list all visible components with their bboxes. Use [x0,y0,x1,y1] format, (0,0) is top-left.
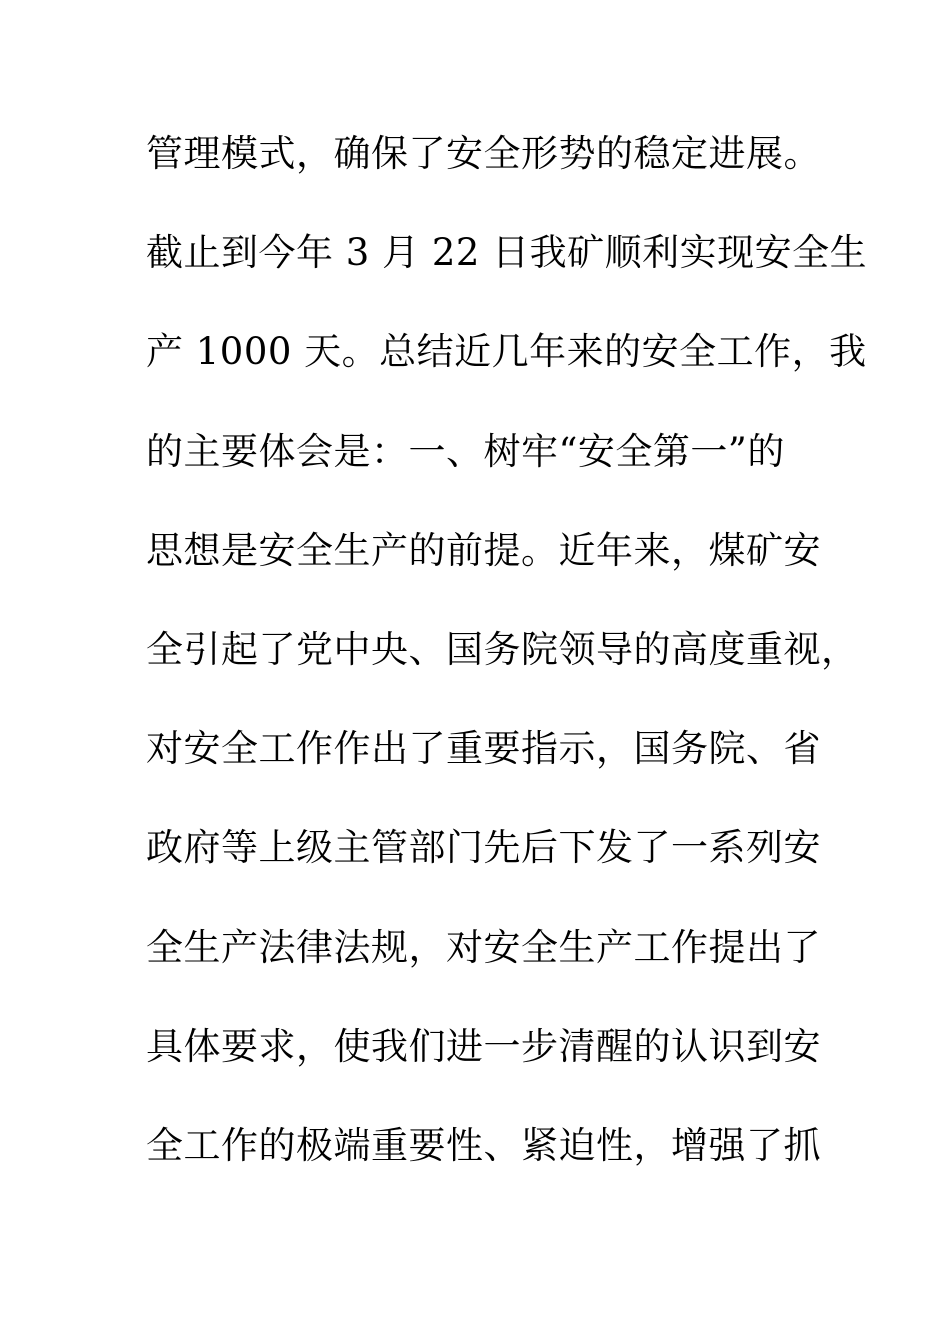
text-line: 政府等上级主管部门先后下发了一系列安 [146,826,821,870]
text-line: 具体要求，使我们进一步清醒的认识到安 [146,1024,821,1068]
text-line: 的主要体会是：一、树牢“安全第一”的 [146,429,785,473]
text-line: 全工作的极端重要性、紧迫性，增强了抓 [146,1123,821,1167]
text-line: 截止到今年 3 月 22 日我矿顺利实现安全生 [146,231,868,275]
text-line: 全生产法律法规，对安全生产工作提出了 [146,925,821,969]
text-line: 对安全工作作出了重要指示，国务院、省 [146,727,821,771]
text-line: 管理模式，确保了安全形势的稳定进展。 [146,132,821,175]
body-paragraph [146,124,868,1215]
text-line: 全引起了党中央、国务院领导的高度重视， [146,627,859,671]
text-line: 产 1000 天。总结近几年来的安全工作，我 [146,330,867,374]
text-line: 思想是安全生产的前提。近年来，煤矿安 [146,528,821,572]
